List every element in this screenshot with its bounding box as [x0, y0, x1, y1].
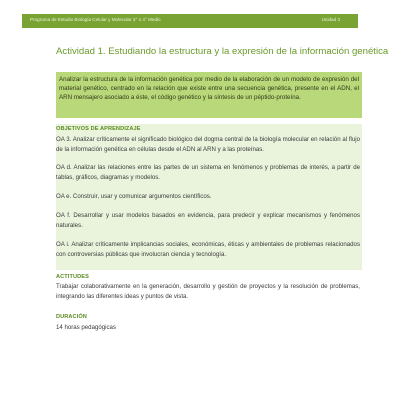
- header-bar: [22, 14, 358, 28]
- objective-item-oa3: OA 3. Analizar críticamente el significado biológico del dogma central de la biología molecular en relación al flujo de la información genética en células desde el ADN al ARN y a las proteínas.: [56, 136, 360, 153]
- objectives-heading: OBJETIVOS DE APRENDIZAJE: [56, 126, 141, 132]
- objective-item-oad: OA d. Analizar las relaciones entre las partes de un sistema en fenómenos y problemas de interés, a partir de tablas, gráficos, diagramas y modelos.: [56, 164, 360, 181]
- program-title: Programa de Estudio Biología Celular y Molecular 3° o 4° Medio: [30, 17, 161, 22]
- unit-label: Unidad 3: [321, 17, 340, 22]
- objective-box: Analizar la estructura de la información genética por medio de la elaboración de un modelo de expresión del material genético, centrado en la relación que existe entre una secuencia genética, presente en el ADN, el ARN mensajero asociado a éste, el código genético y la síntesis de un péptido-proteína.: [56, 72, 362, 118]
- duration-heading: DURACIÓN: [56, 314, 87, 320]
- objective-item-oaf: OA f. Desarrollar y usar modelos basados en evidencia, para predecir y explicar mecanismos y fenómenos naturales.: [56, 212, 360, 229]
- objective-item-oai: OA i. Analizar críticamente implicancias sociales, económicas, éticas y ambientales de problemas relacionados con controversias públicas que involucran ciencia y tecnología.: [56, 241, 360, 258]
- objective-item-oae: OA e. Construir, usar y comunicar argumentos científicos.: [56, 193, 212, 200]
- activity-title: Actividad 1. Estudiando la estructura y la expresión de la información genética: [56, 46, 389, 57]
- attitudes-text: Trabajar colaborativamente en la generación, desarrollo y gestión de proyectos y la resolución de problemas, integrando las diferentes ideas y puntos de vista.: [56, 283, 360, 300]
- attitudes-heading: ACTITUDES: [56, 274, 89, 280]
- duration-text: 14 horas pedagógicas: [56, 324, 116, 331]
